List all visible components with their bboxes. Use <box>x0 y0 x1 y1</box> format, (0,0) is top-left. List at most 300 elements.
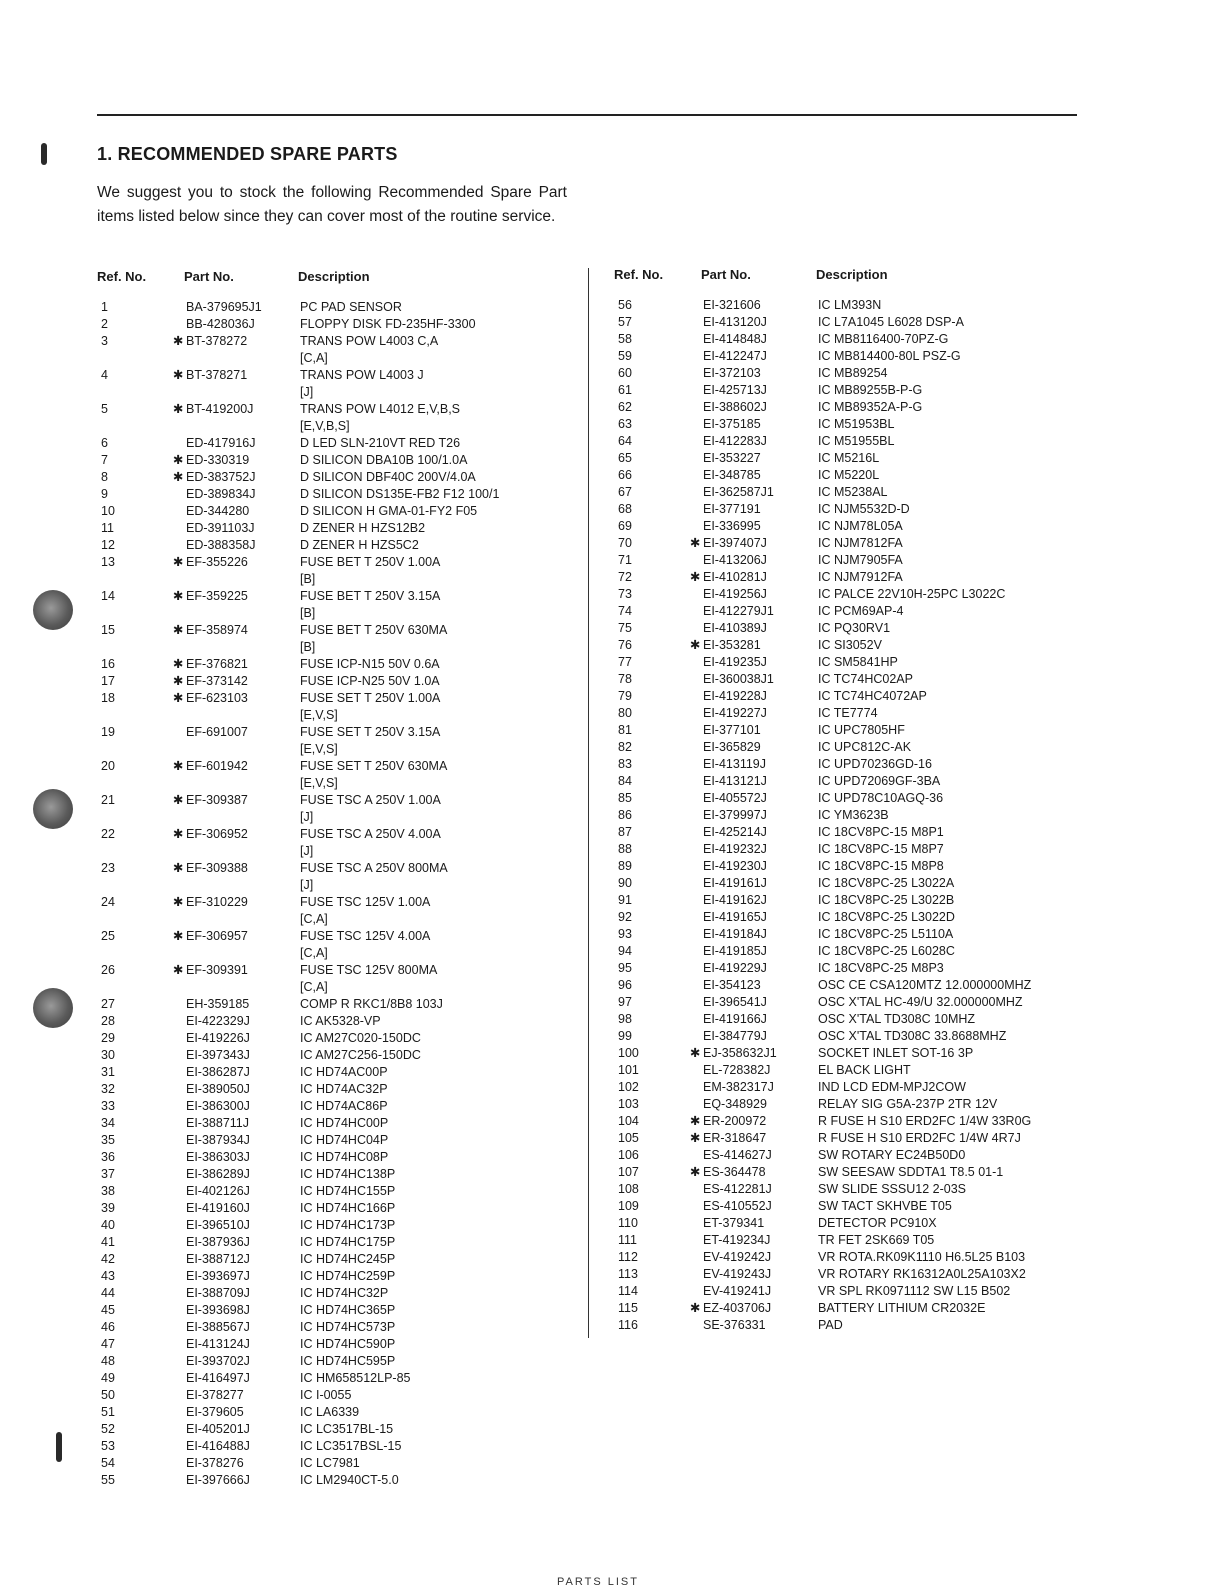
table-row <box>612 1062 1062 1079</box>
ref-no-cell: 88 <box>618 842 632 856</box>
ref-no-cell: 21 <box>101 793 115 807</box>
part-no-cell: EI-419160J <box>186 1201 250 1215</box>
ref-no-cell: 116 <box>618 1318 638 1332</box>
description-cell: IC HD74AC86P <box>300 1099 388 1113</box>
destination-code-cell: [J] <box>300 878 314 892</box>
destination-code-cell: [E,V,S] <box>300 708 338 722</box>
table-row <box>97 520 577 537</box>
description-cell: IC LC3517BL-15 <box>300 1422 394 1436</box>
part-no-cell: EI-321606 <box>703 298 761 312</box>
ref-no-cell: 48 <box>101 1354 115 1368</box>
part-no-cell: EZ-403706J <box>703 1301 772 1315</box>
table-row <box>97 367 577 401</box>
part-no-cell: ED-389834J <box>186 487 256 501</box>
part-no-cell: EI-354123 <box>703 978 761 992</box>
destination-code-cell: [J] <box>300 385 314 399</box>
ref-no-cell: 115 <box>618 1301 638 1315</box>
description-cell: SW SLIDE SSSU12 2-03S <box>818 1182 966 1196</box>
ref-no-cell: 99 <box>618 1029 632 1043</box>
table-row <box>612 603 1062 620</box>
description-cell: D SILICON DBA10B 100/1.0A <box>300 453 468 467</box>
recommended-mark: ✱ <box>173 759 184 773</box>
description-cell: FUSE TSC A 250V 800MA <box>300 861 448 875</box>
table-row <box>97 690 577 724</box>
table-row <box>612 1113 1062 1130</box>
table-row <box>612 1215 1062 1232</box>
description-cell: IC HD74HC138P <box>300 1167 396 1181</box>
part-no-cell: EF-358974 <box>186 623 248 637</box>
description-cell: FUSE BET T 250V 630MA <box>300 623 448 637</box>
table-row <box>97 299 577 316</box>
ref-no-cell: 73 <box>618 587 632 601</box>
ref-no-cell: 59 <box>618 349 632 363</box>
ref-no-cell: 72 <box>618 570 632 584</box>
header-description: Description <box>816 267 888 282</box>
description-cell: IC SM5841HP <box>818 655 898 669</box>
table-row <box>612 382 1062 399</box>
description-cell: IC LC7981 <box>300 1456 360 1470</box>
table-row <box>612 1096 1062 1113</box>
description-cell: TRANS POW L4012 E,V,B,S <box>300 402 461 416</box>
part-no-cell: EF-359225 <box>186 589 248 603</box>
ref-no-cell: 75 <box>618 621 632 635</box>
description-cell: IC 18CV8PC-25 M8P3 <box>818 961 944 975</box>
description-cell: D SILICON DBF40C 200V/4.0A <box>300 470 476 484</box>
table-row <box>612 1283 1062 1300</box>
intro-paragraph: We suggest you to stock the following Recommended Spare Part items listed below since they can cover most of the routine service. <box>97 184 567 225</box>
ref-no-cell: 4 <box>101 368 108 382</box>
description-cell: IC HD74HC175P <box>300 1235 396 1249</box>
ref-no-cell: 95 <box>618 961 632 975</box>
description-cell: IC TE7774 <box>818 706 878 720</box>
recommended-mark: ✱ <box>690 638 701 652</box>
description-cell: IC HD74HC32P <box>300 1286 389 1300</box>
table-row <box>97 1166 577 1183</box>
ref-no-cell: 92 <box>618 910 632 924</box>
description-cell: IC AM27C020-150DC <box>300 1031 421 1045</box>
description-cell: IC NJM7912FA <box>818 570 903 584</box>
table-row <box>97 1404 577 1421</box>
table-row <box>612 314 1062 331</box>
table-row <box>97 1064 577 1081</box>
ref-no-cell: 82 <box>618 740 632 754</box>
ref-no-cell: 33 <box>101 1099 115 1113</box>
ref-no-cell: 62 <box>618 400 632 414</box>
description-cell: IC PCM69AP-4 <box>818 604 904 618</box>
part-no-cell: EF-376821 <box>186 657 248 671</box>
ref-no-cell: 46 <box>101 1320 115 1334</box>
part-no-cell: EV-419242J <box>703 1250 772 1264</box>
description-cell: D LED SLN-210VT RED T26 <box>300 436 461 450</box>
recommended-mark: ✱ <box>173 402 184 416</box>
ref-no-cell: 13 <box>101 555 115 569</box>
part-no-cell: EI-360038J1 <box>703 672 774 686</box>
table-row <box>97 1200 577 1217</box>
part-no-cell: EI-414848J <box>703 332 767 346</box>
description-cell: IC 18CV8PC-25 L5110A <box>818 927 954 941</box>
ref-no-cell: 1 <box>101 300 108 314</box>
part-no-cell: EI-377101 <box>703 723 761 737</box>
part-no-cell: EI-397666J <box>186 1473 250 1487</box>
part-no-cell: EF-309387 <box>186 793 248 807</box>
description-cell: IC AK5328-VP <box>300 1014 381 1028</box>
table-row <box>97 452 577 469</box>
recommended-mark: ✱ <box>173 623 184 637</box>
ref-no-cell: 41 <box>101 1235 115 1249</box>
recommended-mark: ✱ <box>173 861 184 875</box>
part-no-cell: EL-728382J <box>703 1063 771 1077</box>
top-rule <box>97 114 1077 116</box>
ref-no-cell: 102 <box>618 1080 639 1094</box>
table-row <box>612 994 1062 1011</box>
description-cell: IC HM658512LP-85 <box>300 1371 411 1385</box>
ref-no-cell: 69 <box>618 519 632 533</box>
recommended-mark: ✱ <box>173 657 184 671</box>
table-row <box>97 894 577 928</box>
ref-no-cell: 32 <box>101 1082 115 1096</box>
part-no-cell: ER-318647 <box>703 1131 767 1145</box>
ref-no-cell: 66 <box>618 468 632 482</box>
part-no-cell: ED-417916J <box>186 436 256 450</box>
ref-no-cell: 42 <box>101 1252 115 1266</box>
table-row <box>97 1234 577 1251</box>
punch-hole <box>33 988 73 1028</box>
table-row <box>612 1164 1062 1181</box>
part-no-cell: BT-419200J <box>186 402 254 416</box>
table-row <box>97 1183 577 1200</box>
part-no-cell: EI-413124J <box>186 1337 250 1351</box>
part-no-cell: EI-388567J <box>186 1320 250 1334</box>
description-cell: FLOPPY DISK FD-235HF-3300 <box>300 317 476 331</box>
ref-no-cell: 38 <box>101 1184 115 1198</box>
description-cell: VR SPL RK0971112 SW L15 B502 <box>818 1284 1011 1298</box>
destination-code-cell: [C,A] <box>300 912 328 926</box>
table-row <box>612 892 1062 909</box>
table-row <box>612 909 1062 926</box>
description-cell: IC HD74HC155P <box>300 1184 396 1198</box>
part-no-cell: EI-413120J <box>703 315 767 329</box>
description-cell: R FUSE H S10 ERD2FC 1/4W 33R0G <box>818 1114 1032 1128</box>
description-cell: FUSE SET T 250V 630MA <box>300 759 448 773</box>
part-no-cell: EF-373142 <box>186 674 248 688</box>
part-no-cell: ED-344280 <box>186 504 250 518</box>
part-no-cell: EI-396541J <box>703 995 767 1009</box>
table-row <box>97 537 577 554</box>
part-no-cell: ET-379341 <box>703 1216 765 1230</box>
description-cell: IC UPD70236GD-16 <box>818 757 932 771</box>
ref-no-cell: 101 <box>618 1063 639 1077</box>
part-no-cell: EI-419228J <box>703 689 767 703</box>
table-row <box>612 552 1062 569</box>
ref-no-cell: 107 <box>618 1165 639 1179</box>
ref-no-cell: 17 <box>101 674 115 688</box>
table-row <box>612 773 1062 790</box>
description-cell: IC HD74HC173P <box>300 1218 396 1232</box>
description-cell: IC HD74HC259P <box>300 1269 396 1283</box>
part-no-cell: ES-412281J <box>703 1182 772 1196</box>
table-row <box>97 435 577 452</box>
part-no-cell: EI-419226J <box>186 1031 250 1045</box>
parts-table-left <box>97 263 577 1489</box>
table-row <box>97 401 577 435</box>
description-cell: IC AM27C256-150DC <box>300 1048 421 1062</box>
description-cell: IC M5216L <box>818 451 880 465</box>
table-row <box>612 1147 1062 1164</box>
part-no-cell: EF-306952 <box>186 827 248 841</box>
table-row <box>612 365 1062 382</box>
table-row <box>97 826 577 860</box>
part-no-cell: EI-372103 <box>703 366 761 380</box>
ref-no-cell: 31 <box>101 1065 115 1079</box>
ref-no-cell: 80 <box>618 706 632 720</box>
description-cell: IC TC74HC02AP <box>818 672 913 686</box>
table-row <box>97 1387 577 1404</box>
ref-no-cell: 52 <box>101 1422 115 1436</box>
part-no-cell: EI-377191 <box>703 502 761 516</box>
description-cell: IC 18CV8PC-15 M8P1 <box>818 825 944 839</box>
part-no-cell: EI-386289J <box>186 1167 250 1181</box>
description-cell: RELAY SIG G5A-237P 2TR 12V <box>818 1097 998 1111</box>
header-description: Description <box>298 269 370 284</box>
part-no-cell: EV-419243J <box>703 1267 772 1281</box>
table-body <box>612 297 1062 1334</box>
ref-no-cell: 12 <box>101 538 115 552</box>
ref-no-cell: 87 <box>618 825 632 839</box>
table-row <box>97 1353 577 1370</box>
ref-no-cell: 9 <box>101 487 108 501</box>
table-row <box>97 1098 577 1115</box>
table-row <box>612 331 1062 348</box>
part-no-cell: EI-388711J <box>186 1116 250 1130</box>
description-cell: IC TC74HC4072AP <box>818 689 927 703</box>
ref-no-cell: 63 <box>618 417 632 431</box>
part-no-cell: EI-416488J <box>186 1439 250 1453</box>
part-no-cell: EI-389050J <box>186 1082 250 1096</box>
part-no-cell: EI-353227 <box>703 451 761 465</box>
part-no-cell: EF-309391 <box>186 963 248 977</box>
part-no-cell: EI-402126J <box>186 1184 250 1198</box>
part-no-cell: EI-393697J <box>186 1269 250 1283</box>
description-cell: IC MB89254 <box>818 366 888 380</box>
description-cell: IC NJM78L05A <box>818 519 903 533</box>
part-no-cell: BT-378271 <box>186 368 248 382</box>
part-no-cell: SE-376331 <box>703 1318 766 1332</box>
table-row <box>97 1149 577 1166</box>
part-no-cell: EF-309388 <box>186 861 248 875</box>
description-cell: IC LA6339 <box>300 1405 360 1419</box>
ref-no-cell: 57 <box>618 315 632 329</box>
description-cell: IC M51955BL <box>818 434 895 448</box>
part-no-cell: ES-364478 <box>703 1165 766 1179</box>
table-row <box>97 962 577 996</box>
header-ref-no: Ref. No. <box>614 267 664 282</box>
table-row <box>612 348 1062 365</box>
table-row <box>97 1438 577 1455</box>
destination-code-cell: [J] <box>300 844 314 858</box>
ref-no-cell: 114 <box>618 1284 638 1298</box>
description-cell: IC 18CV8PC-25 L6028C <box>818 944 955 958</box>
ref-no-cell: 113 <box>618 1267 638 1281</box>
table-row <box>97 503 577 520</box>
table-row <box>612 518 1062 535</box>
ref-no-cell: 10 <box>101 504 115 518</box>
description-cell: IC 18CV8PC-15 M8P7 <box>818 842 944 856</box>
recommended-mark: ✱ <box>173 555 184 569</box>
ref-no-cell: 85 <box>618 791 632 805</box>
table-row <box>612 399 1062 416</box>
part-no-cell: EI-336995 <box>703 519 761 533</box>
description-cell: OSC X'TAL HC-49/U 32.000000MHZ <box>818 995 1023 1009</box>
part-no-cell: EI-410281J <box>703 570 767 584</box>
description-cell: IC 18CV8PC-15 M8P8 <box>818 859 944 873</box>
part-no-cell: EQ-348929 <box>703 1097 767 1111</box>
destination-code-cell: [J] <box>300 810 314 824</box>
table-row <box>97 1472 577 1489</box>
description-cell: R FUSE H S10 ERD2FC 1/4W 4R7J <box>818 1131 1021 1145</box>
table-row <box>97 1047 577 1064</box>
ref-no-cell: 84 <box>618 774 632 788</box>
table-row <box>612 654 1062 671</box>
description-cell: OSC CE CSA120MTZ 12.000000MHZ <box>818 978 1032 992</box>
description-cell: IC HD74HC245P <box>300 1252 396 1266</box>
description-cell: IC HD74HC590P <box>300 1337 396 1351</box>
part-no-cell: EF-601942 <box>186 759 248 773</box>
part-no-cell: EI-384779J <box>703 1029 767 1043</box>
table-row <box>612 1249 1062 1266</box>
table-row <box>612 875 1062 892</box>
ref-no-cell: 34 <box>101 1116 115 1130</box>
description-cell: FUSE TSC 125V 4.00A <box>300 929 431 943</box>
ref-no-cell: 60 <box>618 366 632 380</box>
ref-no-cell: 67 <box>618 485 632 499</box>
part-no-cell: EF-306957 <box>186 929 248 943</box>
part-no-cell: EI-419184J <box>703 927 767 941</box>
part-no-cell: EI-416497J <box>186 1371 250 1385</box>
ref-no-cell: 24 <box>101 895 115 909</box>
description-cell: EL BACK LIGHT <box>818 1063 911 1077</box>
table-row <box>612 1079 1062 1096</box>
part-no-cell: EI-419235J <box>703 655 767 669</box>
destination-code-cell: [C,A] <box>300 351 328 365</box>
table-row <box>97 1217 577 1234</box>
description-cell: IC UPD78C10AGQ-36 <box>818 791 944 805</box>
table-row <box>97 758 577 792</box>
table-row <box>612 501 1062 518</box>
ref-no-cell: 77 <box>618 655 632 669</box>
description-cell: IC LC3517BSL-15 <box>300 1439 402 1453</box>
table-row <box>97 1370 577 1387</box>
description-cell: FUSE BET T 250V 1.00A <box>300 555 441 569</box>
ref-no-cell: 78 <box>618 672 632 686</box>
recommended-mark: ✱ <box>173 827 184 841</box>
description-cell: TR FET 2SK669 T05 <box>818 1233 935 1247</box>
recommended-mark: ✱ <box>690 1114 701 1128</box>
table-row <box>97 1285 577 1302</box>
table-row <box>612 926 1062 943</box>
description-cell: IC YM3623B <box>818 808 889 822</box>
header-part-no: Part No. <box>701 267 751 282</box>
description-cell: DETECTOR PC910X <box>818 1216 937 1230</box>
recommended-mark: ✱ <box>173 895 184 909</box>
part-no-cell: BT-378272 <box>186 334 248 348</box>
table-row <box>97 1251 577 1268</box>
part-no-cell: EI-419166J <box>703 1012 767 1026</box>
part-no-cell: EI-405572J <box>703 791 767 805</box>
description-cell: IC MB814400-80L PSZ-G <box>818 349 961 363</box>
description-cell: SOCKET INLET SOT-16 3P <box>818 1046 974 1060</box>
ref-no-cell: 111 <box>618 1233 638 1247</box>
table-row <box>612 858 1062 875</box>
table-row <box>97 1013 577 1030</box>
table-row <box>97 1115 577 1132</box>
recommended-mark: ✱ <box>173 691 184 705</box>
description-cell: IC 18CV8PC-25 L3022B <box>818 893 955 907</box>
ref-no-cell: 93 <box>618 927 632 941</box>
description-cell: IC UPD72069GF-3BA <box>818 774 941 788</box>
ref-no-cell: 94 <box>618 944 632 958</box>
table-row <box>612 297 1062 314</box>
table-row <box>612 467 1062 484</box>
table-row <box>97 1132 577 1149</box>
description-cell: VR ROTA.RK09K1110 H6.5L25 B103 <box>818 1250 1026 1264</box>
recommended-mark: ✱ <box>690 536 701 550</box>
description-cell: IC MB89255B-P-G <box>818 383 923 397</box>
table-header <box>97 263 577 299</box>
ref-no-cell: 68 <box>618 502 632 516</box>
table-row <box>612 671 1062 688</box>
table-row <box>97 622 577 656</box>
ref-no-cell: 54 <box>101 1456 115 1470</box>
ref-no-cell: 71 <box>618 553 632 567</box>
ref-no-cell: 110 <box>618 1216 638 1230</box>
part-no-cell: ED-391103J <box>186 521 255 535</box>
ref-no-cell: 39 <box>101 1201 115 1215</box>
table-row <box>612 824 1062 841</box>
table-row <box>612 739 1062 756</box>
table-row <box>97 928 577 962</box>
part-no-cell: EI-378277 <box>186 1388 244 1402</box>
table-row <box>612 1232 1062 1249</box>
part-no-cell: EI-412283J <box>703 434 767 448</box>
header-part-no: Part No. <box>184 269 234 284</box>
table-row <box>97 860 577 894</box>
ref-no-cell: 51 <box>101 1405 115 1419</box>
ref-no-cell: 25 <box>101 929 115 943</box>
ref-no-cell: 74 <box>618 604 632 618</box>
table-row <box>612 977 1062 994</box>
table-row <box>612 433 1062 450</box>
description-cell: IC HD74HC573P <box>300 1320 396 1334</box>
table-row <box>97 316 577 333</box>
description-cell: IC M51953BL <box>818 417 895 431</box>
part-no-cell: EI-413119J <box>703 757 767 771</box>
table-row <box>97 1421 577 1438</box>
ref-no-cell: 45 <box>101 1303 115 1317</box>
description-cell: IC 18CV8PC-25 L3022A <box>818 876 955 890</box>
description-cell: IC HD74AC32P <box>300 1082 388 1096</box>
part-no-cell: EI-348785 <box>703 468 761 482</box>
destination-code-cell: [B] <box>300 606 316 620</box>
ref-no-cell: 15 <box>101 623 115 637</box>
ref-no-cell: 2 <box>101 317 108 331</box>
part-no-cell: EI-425214J <box>703 825 767 839</box>
description-cell: TRANS POW L4003 C,A <box>300 334 439 348</box>
description-cell: FUSE SET T 250V 1.00A <box>300 691 441 705</box>
destination-code-cell: [B] <box>300 572 316 586</box>
part-no-cell: ES-410552J <box>703 1199 772 1213</box>
description-cell: IC MB89352A-P-G <box>818 400 923 414</box>
part-no-cell: EI-419162J <box>703 893 767 907</box>
